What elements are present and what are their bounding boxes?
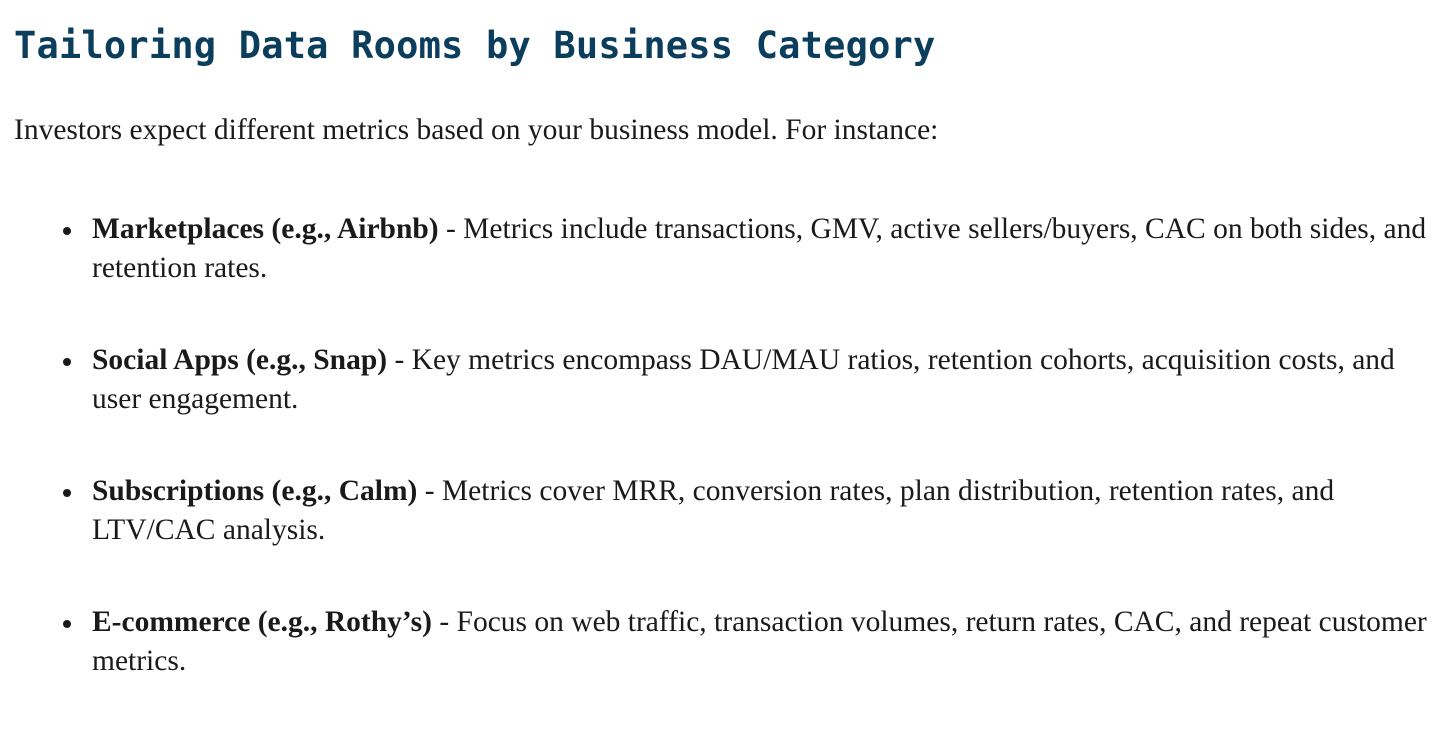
list-item-separator: -	[387, 344, 412, 376]
list-item-ecommerce	[0, 603, 1440, 734]
list-item-name: Marketplaces (e.g., Airbnb)	[92, 213, 439, 245]
intro-paragraph: Investors expect different metrics based on your business model. For instance:	[14, 114, 939, 146]
list-item-marketplaces	[0, 210, 1440, 341]
list-item-separator: -	[438, 213, 464, 245]
list-item-text: Key metrics encompass DAU/MAU ratios, retention cohorts, acquisition costs, and user engagement.	[92, 344, 1395, 415]
list-item-subscriptions	[0, 472, 1440, 603]
bullet-dot	[63, 227, 71, 235]
list-item-text: Metrics include transactions, GMV, active sellers/buyers, CAC on both sides, and retention rates.	[92, 213, 1427, 284]
list-item-text: Metrics cover MRR, conversion rates, plan distribution, retention rates, and LTV/CAC analysis.	[92, 475, 1335, 546]
bullet-dot	[63, 358, 71, 366]
list-item-name: E-commerce (e.g., Rothy’s)	[92, 606, 432, 638]
bullet-dot	[63, 620, 71, 628]
bullet-dot	[63, 489, 71, 497]
list-item-separator: -	[431, 606, 457, 638]
business-category-list	[0, 210, 1440, 734]
list-item-separator: -	[417, 475, 442, 507]
list-item-social-apps	[0, 341, 1440, 472]
section-heading: Tailoring Data Rooms by Business Category	[14, 24, 936, 67]
list-item-text: Focus on web traffic, transaction volumes, return rates, CAC, and repeat customer metrics.	[92, 606, 1427, 677]
list-item-name: Subscriptions (e.g., Calm)	[92, 475, 418, 507]
list-item-name: Social Apps (e.g., Snap)	[92, 344, 388, 376]
